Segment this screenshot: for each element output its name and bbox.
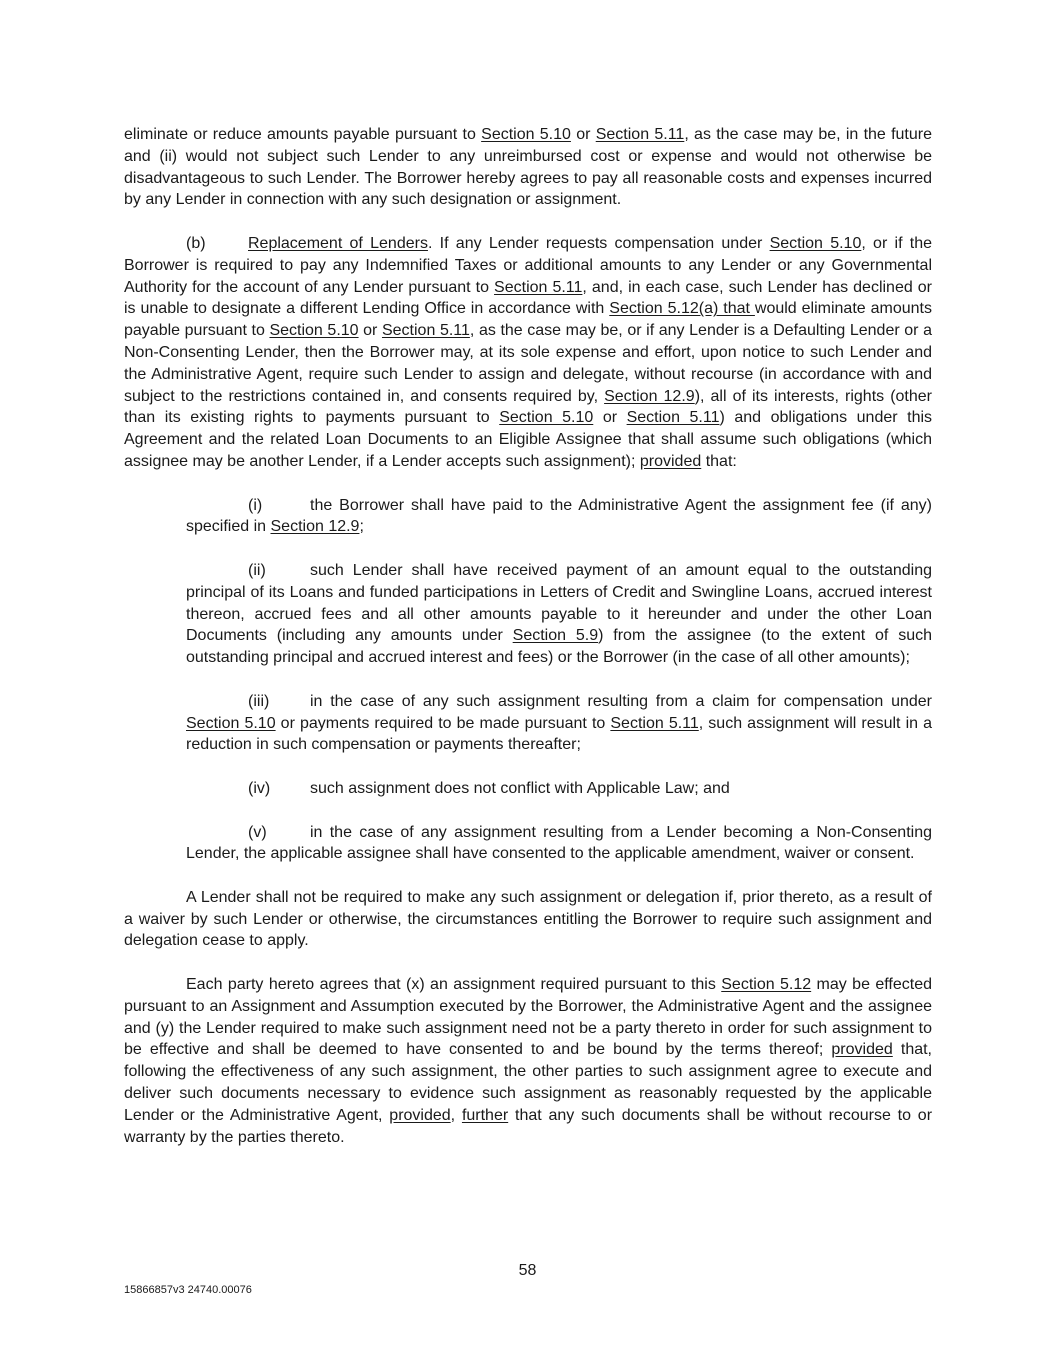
paragraph-replacement-of-lenders: (b) Replacement of Lenders. If any Lender requests compensation under Section 5.10, or if the Borrower is required to pay any Indemnified Taxes or additional amounts to any Lender or any Governmental Authority for the account of any Lender pursuant to Section 5.11, and, in each case, such Lender has declined or is unable to designate a different Lending Office in accordance with Section 5.12(a) that would eliminate amounts payable pursuant to Section 5.10 or Section 5.11, as the case may be, or if any Lender is a Defaulting Lender or a Non-Consenting Lender, then the Borrower may, at its sole expense and effort, upon notice to such Lender and the Administrative Agent, require such Lender to assign and delegate, without recourse (in accordance with and subject to the restrictions contained in, and consents required by, Section 12.9), all of its interests, rights (other than its existing rights to payments pursuant to Section 5.10 or Section 5.11) and obligations under this Agreement and the related Loan Documents to an Eligible Assignee that shall assume such obligations (which assignee may be another Lender, if a Lender accepts such assignment); provided that: <box>124 234 933 470</box>
section-reference: Section 5.12 <box>721 976 812 994</box>
item-label: (iv) <box>248 779 271 797</box>
paragraph-each-party-agrees: Each party hereto agrees that (x) an assignment required pursuant to this Section 5.12 may be effected pursuant to an Assignment and Assumption executed by the Borrower, the Administrative Agent and the assignee and (y) the Lender required to make such assignment need not be a party thereto in order for such assignment to be effective and shall be deemed to have consented to and be bound by the terms thereof; provided that, following the effectiveness of any such assignment, the other parties to such assignment agree to execute and deliver such documents necessary to evidence such assignment as reasonably requested by the applicable Lender or the Administrative Agent, provided, further that any such documents shall be without recourse to or warranty by the parties thereto. <box>124 976 933 1146</box>
document-body <box>124 124 932 1148</box>
section-reference: Section 5.12(a) that <box>609 300 755 318</box>
section-reference: Section 5.11 <box>494 278 583 296</box>
section-reference: Section 5.11 <box>610 714 699 732</box>
provided-term: provided <box>639 452 702 470</box>
section-reference: Section 5.11 <box>595 126 685 143</box>
paragraph-lender-not-required: A Lender shall not be required to make any such assignment or delegation if, prior thereto, as a result of a waiver by such Lender or otherwise, the circumstances entitling the Borrower to require such assignment and delegation cease to apply. <box>124 888 932 950</box>
provided-term: provided <box>389 1106 451 1124</box>
section-reference: Section 12.9 <box>270 518 360 536</box>
paragraph-continuation: eliminate or reduce amounts payable pursuant to Section 5.10 or Section 5.11, as the case may be, in the future and (ii) would not subject such Lender to any unreimbursed cost or expense and would not otherwise be disadvantageous to such Lender. The Borrower hereby agrees to pay all reasonable costs and expenses incurred by any Lender in connection with any such designation or assignment. <box>124 126 933 209</box>
item-label: (ii) <box>248 561 266 579</box>
clause-heading: Replacement of Lenders <box>248 234 428 252</box>
list-item-ii: (ii) such Lender shall have received payment of an amount equal to the outstanding principal of its Loans and funded participations in Letters of Credit and Swingline Loans, accrued interest thereon, accrued fees and all other amounts payable to it hereunder and under the other Loan Documents (including any amounts under Section 5.9) from the assignee (to the extent of such outstanding principal and accrued interest and fees) or the Borrower (in the case of all other amounts); <box>186 561 933 667</box>
section-reference: Section 5.10 <box>481 126 571 143</box>
further-term: further <box>461 1106 509 1124</box>
document-id: 15866857v3 24740.00076 <box>124 1284 252 1296</box>
list-item-iv: (iv) such assignment does not conflict with Applicable Law; and <box>186 778 932 800</box>
section-reference: Section 5.10 <box>186 714 276 732</box>
provided-term: provided <box>831 1041 893 1059</box>
section-reference: Section 5.9 <box>512 627 599 645</box>
list-item-iii: (iii) in the case of any such assignment resulting from a claim for compensation under Section 5.10 or payments required to be made pursuant to Section 5.11, such assignment will result in a reduction in such compensation or payments thereafter; <box>186 692 933 754</box>
item-label: (iii) <box>248 692 270 710</box>
section-reference: Section 5.11 <box>626 409 720 427</box>
item-label: (i) <box>248 496 263 514</box>
section-reference: Section 5.11 <box>381 322 470 340</box>
list-item-v: (v) in the case of any assignment resulting from a Lender becoming a Non-Consenting Lender, the applicable assignee shall have consented to the applicable amendment, waiver or consent. <box>186 823 932 863</box>
section-reference: Section 12.9 <box>604 387 695 405</box>
section-reference: Section 5.10 <box>499 409 594 427</box>
clause-label: (b) <box>186 234 206 252</box>
list-item-i: (i) the Borrower shall have paid to the Administrative Agent the assignment fee (if any) specified in Section 12.9; <box>186 496 932 536</box>
item-label: (v) <box>248 823 267 841</box>
section-reference: Section 5.10 <box>769 234 862 252</box>
section-reference: Section 5.10 <box>269 322 359 340</box>
page-number: 58 <box>518 1262 537 1279</box>
